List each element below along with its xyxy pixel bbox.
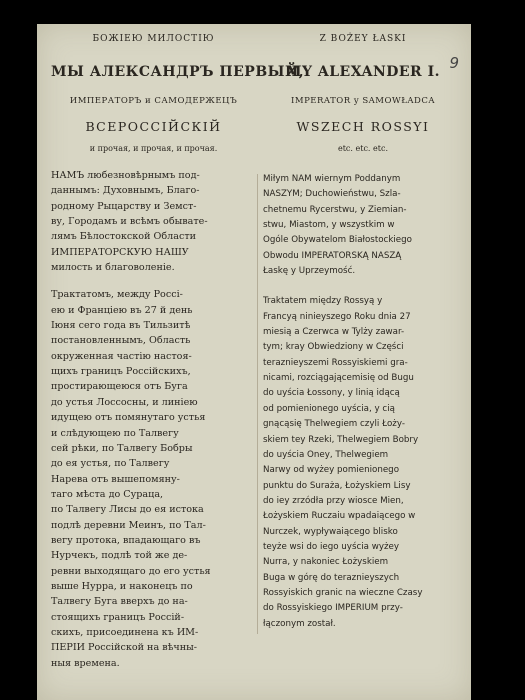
text-line: Traktatem między Rossyą y	[263, 296, 383, 307]
text-line: Rossyiskich granic na wieczne Czasy	[263, 587, 423, 598]
text-line: Nurczek, wypływaiącego blisko	[263, 526, 398, 537]
russian-etc: и прочая, и прочая, и прочая.	[89, 144, 218, 153]
text-line: skiem tey Rzeki, Thelwegiem Bobry	[263, 434, 419, 445]
russian-monarch-name: МЫ АЛЕКСАНДРЪ ПЕРВЫЙ,	[51, 64, 305, 80]
text-line: Ogóle Obywatelom Białostockiego	[263, 235, 412, 246]
text-line: вегу протока, впадающаго въ	[51, 534, 201, 546]
text-line: Obwodu IMPERATORSKĄ NASZĄ	[263, 250, 402, 261]
text-line: nicami, rozciągającemisię od Bugu	[263, 373, 414, 384]
text-line: окруженная частію настоя-	[51, 350, 192, 362]
text-line: Narwy od wyżey pomienionego	[263, 465, 400, 476]
text-line: tym; kray Obwiedziony w Części	[263, 342, 404, 353]
russian-monarch-title: ИМПЕРАТОРЪ и САМОДЕРЖЕЦЪ	[69, 96, 238, 106]
text-line: ныя времена.	[51, 657, 120, 669]
text-line: и слѣдующею по Талвегу	[51, 427, 179, 439]
text-line: od pomienionego uyścia, y cią	[263, 403, 395, 414]
text-line: Nurra, y nakoniec Łożyskiem	[263, 557, 389, 568]
text-line: Łaskę y Uprzeymość.	[263, 266, 356, 277]
russian-paragraph-1	[51, 168, 256, 275]
text-line: даннымъ: Духовнымъ, Благо-	[51, 185, 200, 197]
polish-grace-heading: Z BOŻEY ŁASKI	[319, 34, 407, 44]
text-line: лямъ Бѣлостокской Области	[51, 231, 197, 243]
text-line: do Rossyiskiego IMPERIUM przy-	[263, 603, 403, 614]
text-line: gnącąsię Thelwegiem czyli Łoży-	[263, 419, 405, 430]
text-line: стоящихъ границъ Россій-	[51, 611, 185, 623]
polish-monarch-title: IMPERATOR y SAMOWŁADCA	[291, 96, 435, 106]
text-line: Francyą ninieyszego Roku dnia 27	[263, 311, 411, 322]
text-line: Miłym NAM wiernym Poddanym	[263, 174, 401, 184]
polish-paragraph-2	[263, 294, 463, 632]
text-line: милость и благоволеніе.	[51, 262, 175, 274]
text-line: подлѣ деревни Меинъ, по Тал-	[51, 519, 206, 531]
column-divider	[257, 174, 258, 634]
text-line: скихъ, присоединена къ ИМ-	[51, 626, 199, 638]
text-line: Трактатомъ, между Россі-	[51, 289, 183, 301]
polish-monarch-name: MY ALEXANDER I.	[285, 64, 440, 80]
text-line: miesią a Czerwca w Tylży zawar-	[263, 327, 405, 338]
text-line: до ея устья, по Талвегу	[51, 458, 170, 470]
text-line: до устья Лоссосны, и линіею	[51, 396, 198, 408]
russian-grace-heading: БОЖІЕЮ МИЛОСТІЮ	[92, 34, 215, 44]
text-line: Нурчекъ, подлѣ той же де-	[51, 550, 188, 562]
text-line: постановленнымъ, Область	[51, 335, 191, 347]
text-line: Нарева отъ вышепомяну-	[51, 473, 180, 485]
text-line: ву, Городамъ и всѣмъ обывате-	[51, 216, 208, 228]
text-line: ИМПЕРАТОРСКУЮ НАШУ	[51, 246, 189, 258]
text-line: сей рѣки, по Талвегу Бобры	[51, 442, 193, 454]
text-line: родному Рыцарству и Земст-	[51, 200, 197, 212]
document-page	[37, 24, 471, 700]
text-line: простирающеюся отъ Буга	[51, 381, 188, 393]
text-line: do uyścia Oney, Thelwegiem	[263, 449, 389, 460]
text-line: таго мѣста до Сураца,	[51, 488, 164, 500]
text-line: stwu, Miastom, y wszystkim w	[263, 220, 395, 231]
text-line: Buga w górę do teraznieyszych	[263, 572, 400, 583]
polish-paragraph-1	[263, 172, 463, 279]
text-line: do uyścia Łossony, y linią idącą	[263, 388, 400, 399]
text-line: punktu do Suraża, Łożyskiem Lisy	[263, 480, 411, 491]
text-line: идущею отъ помянутаго устья	[51, 412, 206, 424]
polish-realm: WSZECH ROSSYI	[296, 119, 430, 134]
text-line: выше Нурра, и наконецъ по	[51, 580, 193, 592]
text-line: teyże wsi do iego uyścia wyżey	[263, 541, 400, 552]
text-line: по Талвегу Лисы до ея истока	[51, 504, 204, 516]
text-line: щихъ границъ Россійскихъ,	[51, 366, 191, 378]
russian-body	[51, 168, 256, 671]
polish-body	[263, 172, 463, 632]
text-line: ПЕРІИ Россійской на вѣчны-	[51, 642, 198, 654]
text-line: ревни выходящаго до его устья	[51, 565, 211, 577]
text-line: Łożyskiem Ruczaiu wpadaiącego w	[263, 511, 416, 522]
text-line: łączonym został.	[263, 618, 336, 629]
text-line: НАМЪ любезновѣрнымъ под-	[51, 170, 200, 181]
polish-etc: etc. etc. etc.	[337, 144, 388, 153]
text-line: ею и Франціею въ 27 й день	[51, 304, 193, 316]
text-line: do iey zrzódła przy wiosce Mien,	[263, 495, 404, 506]
text-line: teraznieyszemi Rossyiskiemi gra-	[263, 357, 408, 368]
text-line: chetnemu Rycerstwu, y Ziemian-	[263, 204, 407, 215]
russian-paragraph-2	[51, 287, 256, 671]
russian-realm: ВСЕРОССІЙСКІЙ	[85, 119, 222, 134]
text-line: Іюня сего года въ Тильзитѣ	[51, 320, 191, 332]
text-line: Талвегу Буга вверхъ до на-	[51, 596, 188, 608]
text-line: NASZYM; Duchowieństwu, Szla-	[263, 189, 401, 200]
page-number: 9	[449, 54, 459, 72]
